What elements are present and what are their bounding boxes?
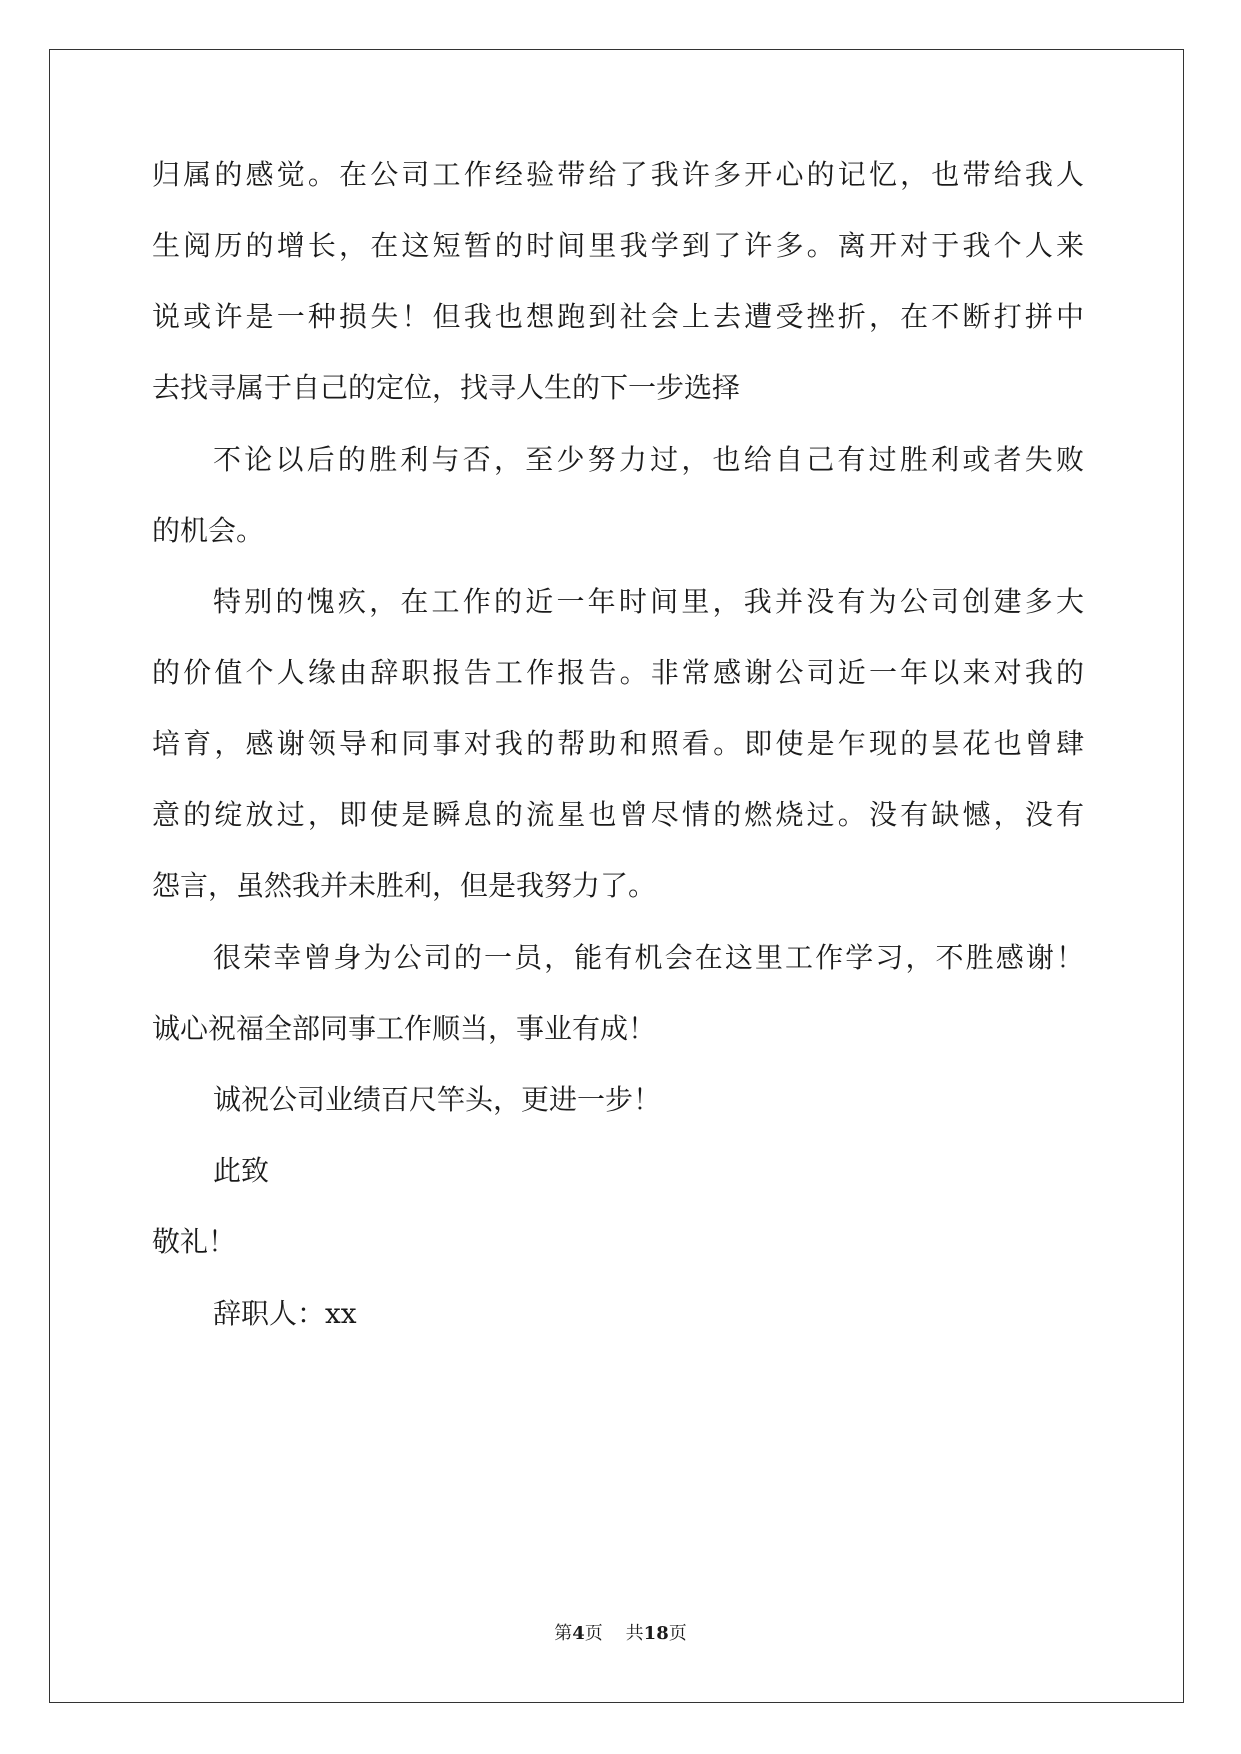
body-line: 生阅历的增长，在这短暂的时间里我学到了许多。离开对于我个人来	[152, 229, 1084, 262]
page-number: 4	[572, 1623, 585, 1644]
body-line: 的机会。	[152, 514, 265, 547]
body-line: 培育，感谢领导和同事对我的帮助和照看。即使是乍现的昙花也曾肆	[152, 727, 1084, 760]
page-prefix: 第	[554, 1623, 573, 1644]
page-footer	[0, 1622, 1241, 1646]
paragraph-start-line: 特别的愧疚，在工作的近一年时间里，我并没有为公司创建多大	[213, 585, 1084, 618]
total-prefix: 共	[625, 1623, 644, 1644]
total-suffix: 页	[668, 1623, 687, 1644]
paragraph-start-line: 很荣幸曾身为公司的一员，能有机会在这里工作学习，不胜感谢！	[213, 941, 1084, 974]
regards-line: 敬礼！	[152, 1225, 237, 1258]
body-line: 归属的感觉。在公司工作经验带给了我许多开心的记忆，也带给我人	[152, 158, 1084, 191]
body-line: 的价值个人缘由辞职报告工作报告。非常感谢公司近一年以来对我的	[152, 656, 1084, 689]
page-suffix: 页	[584, 1623, 603, 1644]
total-pages: 18	[643, 1623, 669, 1644]
paragraph-start-line: 不论以后的胜利与否，至少努力过，也给自己有过胜利或者失败	[213, 443, 1084, 476]
body-line: 意的绽放过，即使是瞬息的流星也曾尽情的燃烧过。没有缺憾，没有	[152, 798, 1084, 831]
closing-wish-line: 诚祝公司业绩百尺竿头，更进一步！	[213, 1083, 662, 1116]
body-line: 说或许是一种损失！但我也想跑到社会上去遭受挫折，在不断打拼中	[152, 300, 1084, 333]
signature-line: 辞职人：xx	[213, 1297, 357, 1330]
salutation-line: 此致	[213, 1154, 270, 1187]
body-line: 去找寻属于自己的定位，找寻人生的下一步选择	[152, 371, 741, 404]
body-line: 诚心祝福全部同事工作顺当，事业有成！	[152, 1012, 657, 1045]
body-line: 怨言，虽然我并未胜利，但是我努力了。	[152, 869, 657, 902]
